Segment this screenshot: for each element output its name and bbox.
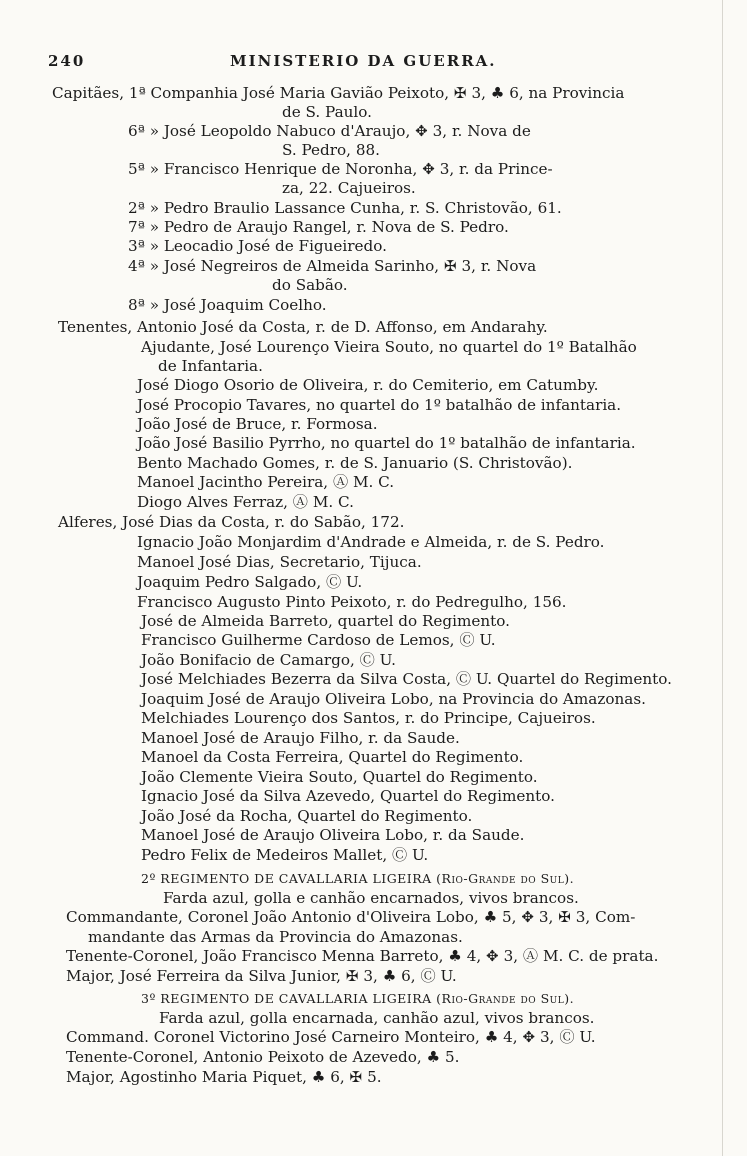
text-line: Ignacio João Monjardim d'Andrade e Almeida, r. de S. Pedro. [137, 533, 605, 551]
text-line: Farda azul, golla encarnada, canhão azul, vivos brancos. [159, 1009, 595, 1027]
text-line: Pedro Felix de Medeiros Mallet, Ⓒ U. [141, 846, 429, 864]
page-number: 240 [48, 52, 86, 70]
text-line: João Bonifacio de Camargo, Ⓒ U. [141, 651, 396, 669]
section-heading-text: 2º REGIMENTO DE CAVALLARIA LIGEIRA (Rio-Grande do Sul). [141, 871, 575, 886]
page-title: MINISTERIO DA GUERRA. [230, 52, 497, 70]
text-line: Manoel da Costa Ferreira, Quartel do Regimento. [141, 748, 524, 766]
text-line: João José da Rocha, Quartel do Regimento. [141, 807, 473, 825]
text-line: Ajudante, José Lourenço Vieira Souto, no quartel do 1º Batalhão [141, 338, 637, 356]
text-line: José Melchiades Bezerra da Silva Costa, Ⓒ U. Quartel do Regimento. [141, 670, 672, 688]
text-line: José de Almeida Barreto, quartel do Regimento. [141, 612, 510, 630]
text-line: Manoel José de Araujo Filho, r. da Saude. [141, 729, 460, 747]
section-heading-text: 3º REGIMENTO DE CAVALLARIA LIGEIRA (Rio-Grande do Sul). [141, 991, 575, 1006]
text-line: Bento Machado Gomes, r. de S. Januario (S. Christovão). [137, 454, 573, 472]
text-line: 4ª » José Negreiros de Almeida Sarinho, ✠ 3, r. Nova [128, 257, 537, 275]
text-line: Francisco Augusto Pinto Peixoto, r. do Pedregulho, 156. [137, 593, 567, 611]
text-line: 8ª » José Joaquim Coelho. [128, 296, 327, 314]
text-line: 7ª » Pedro de Araujo Rangel, r. Nova de S. Pedro. [128, 218, 509, 236]
text-line: José Procopio Tavares, no quartel do 1º batalhão de infantaria. [137, 396, 622, 414]
text-line: de S. Paulo. [282, 103, 372, 121]
text-line: Diogo Alves Ferraz, Ⓐ M. C. [137, 493, 354, 511]
text-line: Alferes, José Dias da Costa, r. do Sabão, 172. [58, 513, 405, 531]
text-line: João José de Bruce, r. Formosa. [137, 415, 378, 433]
text-line: de Infantaria. [158, 357, 263, 375]
text-line: Manoel José Dias, Secretario, Tijuca. [137, 553, 422, 571]
text-line: 5ª » Francisco Henrique de Noronha, ✥ 3, r. da Prince- [128, 160, 553, 178]
text-line: do Sabão. [272, 276, 348, 294]
text-line: Tenente-Coronel, Antonio Peixoto de Azevedo, ♣ 5. [66, 1048, 460, 1066]
text-line: Farda azul, golla e canhão encarnados, vivos brancos. [163, 889, 579, 907]
text-line: Commandante, Coronel João Antonio d'Oliveira Lobo, ♣ 5, ✥ 3, ✠ 3, Com- [66, 908, 636, 926]
text-line: João José Basilio Pyrrho, no quartel do 1º batalhão de infantaria. [137, 434, 636, 452]
text-line: Manoel Jacintho Pereira, Ⓐ M. C. [137, 473, 395, 491]
text-line: 2ª » Pedro Braulio Lassance Cunha, r. S. Christovão, 61. [128, 199, 562, 217]
text-line: Capitães, 1ª Companhia José Maria Gavião Peixoto, ✠ 3, ♣ 6, na Provincia [52, 84, 625, 102]
text-line: Manoel José de Araujo Oliveira Lobo, r. da Saude. [141, 826, 525, 844]
text-line: Major, José Ferreira da Silva Junior, ✠ 3, ♣ 6, Ⓒ U. [66, 967, 457, 985]
text-line: Major, Agostinho Maria Piquet, ♣ 6, ✠ 5. [66, 1068, 382, 1086]
section-heading [141, 989, 574, 1008]
text-line: João Clemente Vieira Souto, Quartel do Regimento. [141, 768, 538, 786]
text-line: Joaquim Pedro Salgado, Ⓒ U. [137, 573, 363, 591]
text-line: José Diogo Osorio de Oliveira, r. do Cemiterio, em Catumby. [137, 376, 599, 394]
text-line: Command. Coronel Victorino José Carneiro Monteiro, ♣ 4, ✥ 3, Ⓒ U. [66, 1028, 596, 1046]
text-line: S. Pedro, 88. [282, 141, 380, 159]
text-line: za, 22. Cajueiros. [282, 179, 416, 197]
page-edge-line [722, 0, 723, 1156]
text-line: Francisco Guilherme Cardoso de Lemos, Ⓒ U. [141, 631, 496, 649]
text-line: 6ª » José Leopoldo Nabuco d'Araujo, ✥ 3, r. Nova de [128, 122, 531, 140]
text-line: Ignacio José da Silva Azevedo, Quartel do Regimento. [141, 787, 555, 805]
text-line: Joaquim José de Araujo Oliveira Lobo, na Provincia do Amazonas. [141, 690, 646, 708]
text-line: 3ª » Leocadio José de Figueiredo. [128, 237, 387, 255]
text-line: Tenente-Coronel, João Francisco Menna Barreto, ♣ 4, ✥ 3, Ⓐ M. C. de prata. [66, 947, 659, 965]
section-heading [141, 869, 574, 888]
text-line: Tenentes, Antonio José da Costa, r. de D. Affonso, em Andarahy. [58, 318, 548, 336]
text-line: mandante das Armas da Provincia do Amazonas. [88, 928, 463, 946]
text-line: Melchiades Lourenço dos Santos, r. do Principe, Cajueiros. [141, 709, 596, 727]
